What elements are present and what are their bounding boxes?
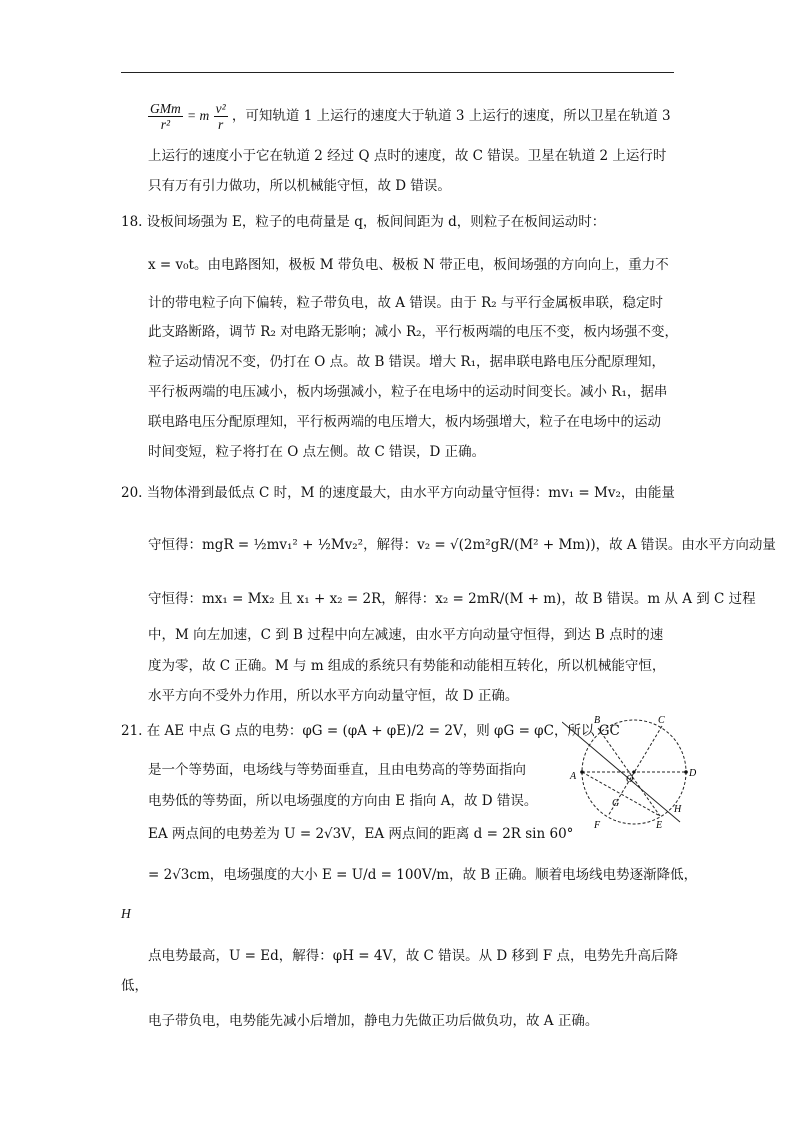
paragraph-text: EA 两点间的电势差为 U = 2√3V，EA 两点间的距离 d = 2R sin 60° bbox=[148, 826, 574, 842]
paragraph-text: 守恒得：mgR = ½mv₁² + ½Mv₂²，解得：v₂ = √(2m²gR/(M² + Mm))，故 A 错误。由水平方向动量 bbox=[148, 537, 776, 553]
paragraph-text: x = v₀t。由电路图知，极板 M 带负电、极板 N 带正电，板间场强的方向向上，重力不 bbox=[148, 257, 669, 273]
label-o: O bbox=[626, 774, 634, 785]
label-a: A bbox=[570, 771, 577, 782]
paragraph-text: 上运行的速度小于它在轨道 2 经过 Q 点时的速度，故 C 错误。卫星在轨道 2 上运行时 bbox=[148, 148, 667, 164]
label-d: D bbox=[689, 768, 697, 779]
paragraph-text: 时间变短，粒子将打在 O 点左侧。故 C 错误，D 正确。 bbox=[148, 444, 486, 460]
header-rule bbox=[121, 72, 674, 73]
question-21-text: 21. 在 AE 中点 G 点的电势：φG = (φA + φE)/2 = 2V，则 φG = φC，所以 GC bbox=[121, 723, 620, 739]
paragraph-text: 点电势最高，U = Ed，解得：φH = 4V，故 C 错误。从 D 移到 F 点，电势先升高后降 bbox=[148, 948, 678, 964]
label-b: B bbox=[594, 715, 601, 726]
question-18-text: 18. 设板间场强为 E，粒子的电荷量是 q，板间间距为 d，则粒子在板间运动时： bbox=[121, 214, 606, 230]
paragraph-text: 只有万有引力做功，所以机械能守恒，故 D 错误。 bbox=[148, 178, 451, 194]
point-a bbox=[580, 770, 584, 774]
paragraph-text: = 2√3cm，电场强度的大小 E = U/d = 100V/m，故 B 正确。顺着电场线电势逐渐降低， bbox=[148, 867, 698, 883]
label-e: E bbox=[656, 820, 663, 831]
label-g: G bbox=[612, 798, 620, 809]
question-20-text: 20. 当物体滑到最低点 C 时，M 的速度最大，由水平方向动量守恒得：mv₁ = Mv₂，由能量 bbox=[121, 485, 675, 501]
dashed-chord-ae bbox=[582, 772, 660, 816]
paragraph-text: 联电路电压分配原理知，平行板两端的电压增大，板内场强增大，粒子在电场中的运动 bbox=[148, 414, 661, 430]
paragraph-text: 中，M 向左加速，C 到 B 过程中向左减速，由水平方向动量守恒得，到达 B 点时的速 bbox=[148, 627, 664, 643]
paragraph-text: 平行板两端的电压减小，板内场强减小，粒子在电场中的运动时间变长。减小 R₁，据串 bbox=[148, 384, 668, 400]
paragraph-text: 此支路断路，调节 R₂ 对电路无影响；减小 R₂，平行板两端的电压不变，板内场强不变， bbox=[148, 324, 679, 340]
equation-fraction: $\frac{\text{GMm}}{\text{r²}}$ bbox=[150, 101, 181, 132]
text-line: $\frac{\text{GMm}}{\text{r²}}$ = m $\frac{\text{v²}}{r}$ ，可知轨道 1 上运行的速度大于轨道 3 上运行的速度，所以卫星在轨道 3 bbox=[150, 101, 671, 132]
point-d bbox=[684, 770, 688, 774]
paragraph-text: 电势低的等势面，所以电场强度的方向由 E 指向 A，故 D 错误。 bbox=[148, 793, 538, 809]
paragraph-text: 电子带负电，电势能先减小后增加，静电力先做正功后做负功，故 A 正确。 bbox=[148, 1013, 599, 1029]
paragraph-text: 粒子运动情况不变，仍打在 O 点。故 B 错误。增大 R₁，据串联电路电压分配原理知， bbox=[148, 354, 666, 370]
paragraph-text: 水平方向不受外力作用，所以水平方向动量守恒，故 D 正确。 bbox=[148, 688, 519, 704]
paragraph-text: 低， bbox=[121, 978, 148, 994]
paragraph-text: ，可知轨道 1 上运行的速度大于轨道 3 上运行的速度，所以卫星在轨道 3 bbox=[231, 108, 671, 124]
paragraph-text: 度为零，故 C 正确。M 与 m 组成的系统只有势能和动能相互转化，所以机械能守恒， bbox=[148, 658, 666, 674]
circle-field-diagram bbox=[562, 708, 702, 836]
paragraph-text: 守恒得：mx₁ = Mx₂ 且 x₁ + x₂ = 2R，解得：x₂ = 2mR/(M + m)，故 B 错误。m 从 A 到 C 过程 bbox=[148, 591, 756, 607]
label-c: C bbox=[658, 715, 665, 726]
paragraph-text: 是一个等势面，电场线与等势面垂直，且由电势高的等势面指向 bbox=[148, 762, 526, 778]
paragraph-text: H bbox=[121, 906, 131, 921]
label-f: F bbox=[594, 820, 601, 831]
label-h: H bbox=[674, 804, 682, 815]
paragraph-text: 计的带电粒子向下偏转，粒子带负电，故 A 错误。由于 R₂ 与平行金属板串联，稳定时 bbox=[148, 295, 663, 311]
